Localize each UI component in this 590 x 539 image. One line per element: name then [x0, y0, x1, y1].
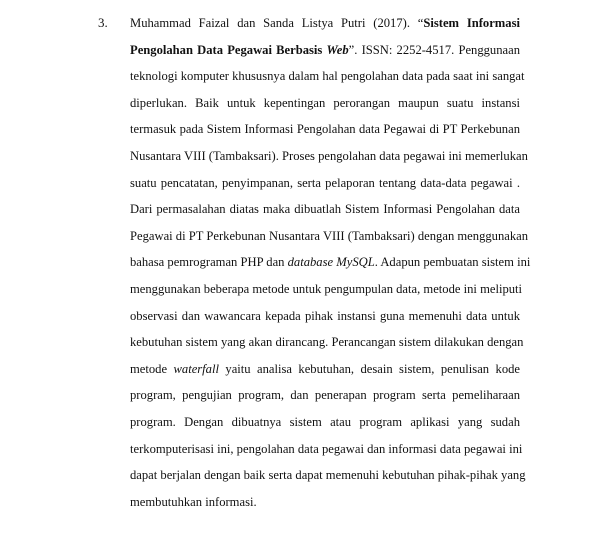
text-run: ”. ISSN: 2252-4517. Penggunaan: [348, 42, 520, 57]
paragraph-line: [130, 385, 520, 405]
paragraph-line: [130, 66, 525, 86]
text-run: termasuk pada Sistem Informasi Pengolahan data Pegawai di PT Perkebunan: [130, 122, 520, 137]
paragraph-line: [130, 173, 520, 193]
paragraph-line: [130, 40, 520, 60]
text-run: teknologi komputer khususnya dalam hal pengolahan data pada saat ini sangat: [130, 69, 525, 84]
paragraph-line: [130, 412, 520, 432]
text-run: bahasa pemrograman PHP dan: [130, 255, 288, 270]
paragraph-line: [130, 279, 523, 299]
text-run: menggunakan beberapa metode untuk pengumpulan data, metode ini meliputi: [130, 282, 523, 296]
text-run: diperlukan. Baik untuk kepentingan perorangan maupun suatu instansi: [130, 95, 520, 110]
paragraph-line: [130, 199, 520, 219]
paragraph-line: [130, 492, 520, 512]
text-run: waterfall: [173, 361, 219, 376]
text-run: Nusantara VIII (Tambaksari). Proses pengolahan data pegawai ini memerlukan: [130, 149, 528, 163]
text-run: program, pengujian program, dan penerapan program serta pemeliharaan: [130, 388, 520, 403]
paragraph-line: [130, 439, 523, 459]
text-run: Pengolahan Data Pegawai Berbasis: [130, 42, 327, 57]
text-run: kebutuhan sistem yang akan dirancang. Perancangan sistem dilakukan dengan: [130, 335, 524, 350]
paragraph-line: [130, 332, 524, 352]
text-run: membutuhkan informasi.: [130, 494, 257, 509]
paragraph-line: [130, 359, 520, 379]
paragraph-line: [130, 306, 520, 326]
paragraph-line: [130, 93, 520, 113]
paragraph-line: [130, 465, 526, 485]
list-item-number: 3.: [98, 15, 108, 30]
text-run: Web: [326, 42, 349, 57]
text-run: Muhammad Faizal dan Sanda Listya Putri (2017). “: [130, 16, 424, 30]
text-run: Dari permasalahan diatas maka dibuatlah Sistem Informasi Pengolahan data: [130, 202, 520, 217]
text-run: observasi dan wawancara kepada pihak instansi guna memenuhi data untuk: [130, 308, 520, 323]
paragraph-line: [130, 146, 528, 166]
text-run: Sistem Informasi: [423, 16, 520, 30]
paragraph-line: [130, 119, 520, 139]
text-run: . Adapun pembuatan sistem ini: [374, 255, 531, 270]
paragraph-line: [130, 13, 520, 33]
paragraph-line: [130, 252, 531, 272]
text-run: database MySQL: [287, 255, 375, 270]
paragraph-line: [130, 226, 529, 246]
text-run: dapat berjalan dengan baik serta dapat memenuhi kebutuhan pihak-pihak yang: [130, 468, 526, 483]
text-run: terkomputerisasi ini, pengolahan data pegawai dan informasi data pegawai ini: [130, 441, 523, 456]
text-run: program. Dengan dibuatnya sistem atau program aplikasi yang sudah: [130, 415, 520, 429]
text-run: metode: [130, 361, 174, 376]
text-run: yaitu analisa kebutuhan, desain sistem, penulisan kode: [218, 361, 520, 376]
text-run: Pegawai di PT Perkebunan Nusantara VIII (Tambaksari) dengan menggunakan: [130, 228, 529, 243]
text-run: suatu pencatatan, penyimpanan, serta pelaporan tentang data-data pegawai .: [130, 175, 520, 190]
